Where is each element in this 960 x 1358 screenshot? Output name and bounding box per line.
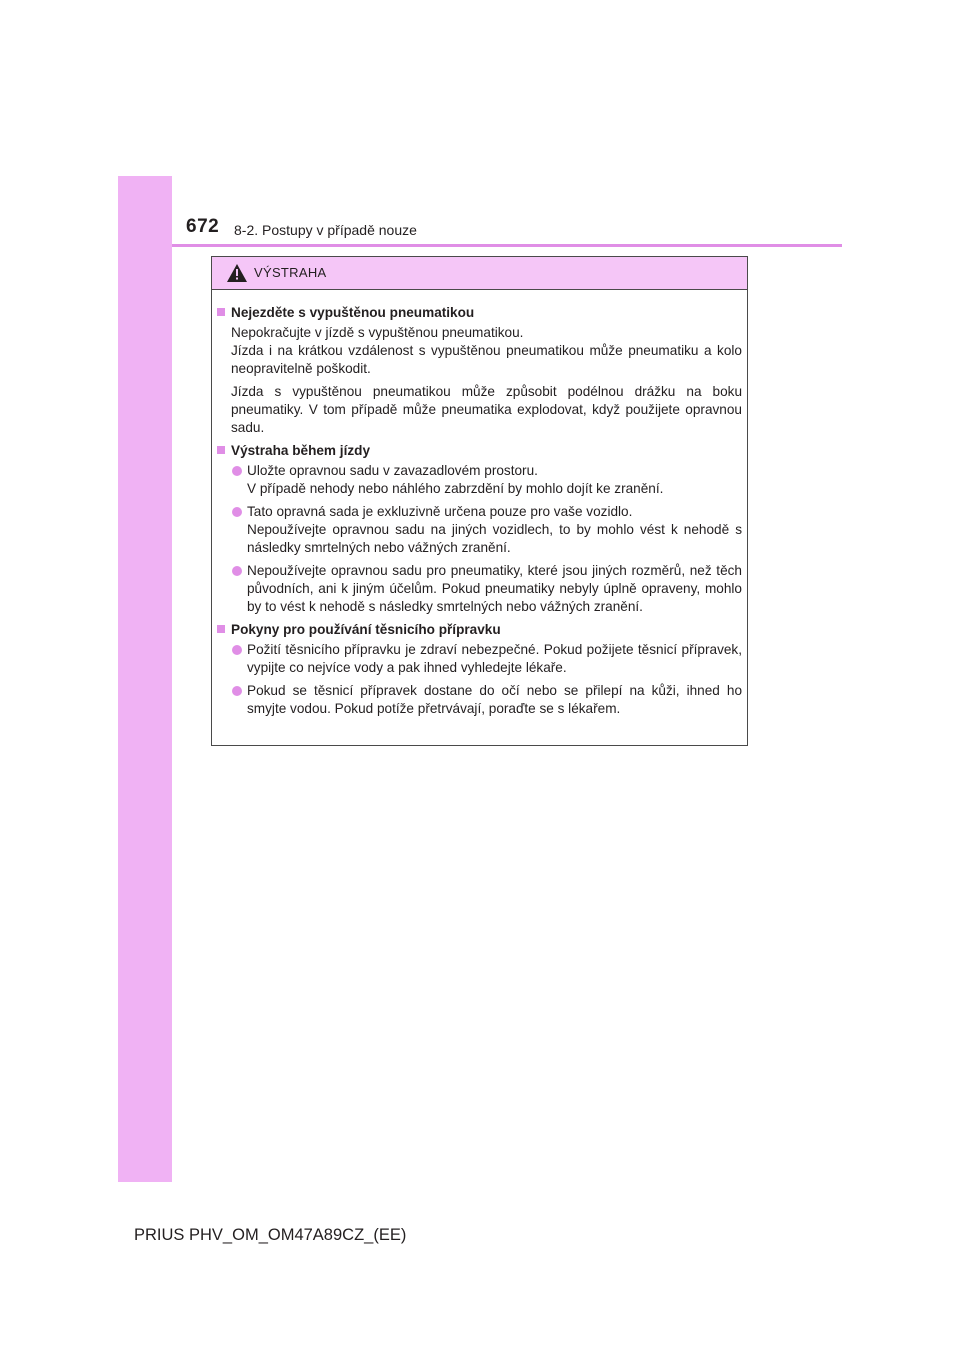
- round-bullet-icon: [232, 645, 242, 655]
- list-item: [232, 503, 742, 557]
- section-heading: [217, 304, 742, 322]
- warning-triangle-icon: [227, 264, 247, 282]
- round-bullet-icon: [232, 466, 242, 476]
- warning-header: [212, 257, 747, 290]
- section-heading-text: Výstraha během jízdy: [231, 443, 371, 458]
- square-bullet-icon: [217, 308, 225, 316]
- paragraph: Jízda s vypuštěnou pneumatikou může způsobit podélnou drážku na boku pneumatiky. V tom případě může pneumatika explodovat, když použijete opravnou sadu.: [231, 384, 742, 435]
- list-item-text: Tato opravná sada je exkluzivně určena pouze pro vaše vozidlo.: [247, 504, 633, 519]
- round-bullet-icon: [232, 566, 242, 576]
- section-title: 8-2. Postupy v případě nouze: [234, 222, 417, 238]
- list-item-text: Nepoužívejte opravnou sadu pro pneumatiky, které jsou jiných rozměrů, než těch původních, ani k jiným účelům. Pokud pneumatiky nebyly úplně opraveny, mohlo by to vést k nehodě s následky smrtelných nebo vážných zranění.: [247, 563, 742, 614]
- paragraph: Jízda i na krátkou vzdálenost s vypuštěnou pneumatikou může pneumatiku a kolo neopravitelně poškodit.: [231, 343, 742, 376]
- manual-code-footer: PRIUS PHV_OM_OM47A89CZ_(EE): [134, 1226, 407, 1244]
- list-item-text: Pokud se těsnicí přípravek dostane do očí nebo se přilepí na kůži, ihned ho smyjte vodou. Pokud potíže přetrvávají, poraďte se s lékařem.: [247, 683, 742, 716]
- section-heading: [217, 621, 742, 639]
- round-bullet-icon: [232, 686, 242, 696]
- list-item: [232, 562, 742, 616]
- list-item: [232, 462, 742, 498]
- section-heading-text: Nejezděte s vypuštěnou pneumatikou: [231, 305, 475, 320]
- section-heading: [217, 442, 742, 460]
- page-number: 672: [186, 216, 220, 237]
- section-heading-text: Pokyny pro používání těsnicího přípravku: [231, 622, 501, 637]
- header-divider: [172, 244, 842, 247]
- warning-body: [212, 290, 747, 718]
- list-item: [232, 641, 742, 677]
- list-item-text: Požití těsnicího přípravku je zdraví nebezpečné. Pokud požijete těsnicí přípravek, vypijte co nejvíce vody a pak ihned vyhledejte lékaře.: [247, 642, 742, 675]
- round-bullet-icon: [232, 507, 242, 517]
- side-tab-band: [118, 176, 172, 1182]
- warning-title: VÝSTRAHA: [254, 265, 327, 280]
- paragraph: Nepokračujte v jízdě s vypuštěnou pneumatikou.: [231, 325, 524, 340]
- warning-box: [211, 256, 748, 746]
- list-item: [232, 682, 742, 718]
- square-bullet-icon: [217, 625, 225, 633]
- list-item-text: V případě nehody nebo náhlého zabrzdění by mohlo dojít ke zranění.: [247, 481, 664, 496]
- list-item-text: Nepoužívejte opravnou sadu na jiných vozidlech, to by mohlo vést k nehodě s následky smrtelných nebo vážných zranění.: [247, 522, 742, 555]
- square-bullet-icon: [217, 446, 225, 454]
- list-item-text: Uložte opravnou sadu v zavazadlovém prostoru.: [247, 463, 538, 478]
